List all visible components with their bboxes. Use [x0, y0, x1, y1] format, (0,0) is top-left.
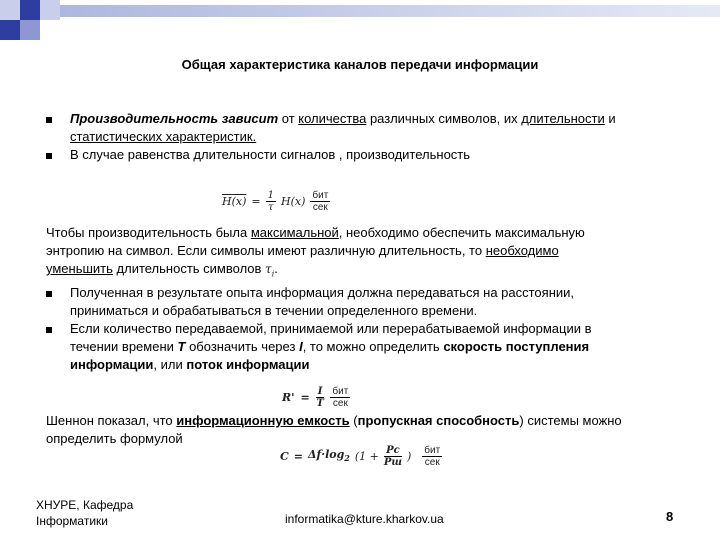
- bullet-info-flow: [70, 320, 690, 374]
- para-text: информационную емкость: [176, 413, 350, 428]
- formula-unit: [310, 190, 330, 213]
- fraction-den: Pш: [383, 456, 402, 468]
- fraction-den: T: [316, 397, 324, 409]
- top-gradient-bar: [60, 5, 720, 17]
- formula-paren-close: ): [407, 449, 412, 463]
- formula-lhs: H(x): [222, 194, 247, 208]
- fraction-num: 1: [267, 189, 274, 201]
- formula-capacity: [280, 438, 442, 474]
- bullet-text: обозначить через: [185, 339, 300, 354]
- bullet-text: течении времени: [70, 339, 178, 354]
- decor-square: [0, 0, 20, 20]
- formula-lhs: C: [280, 449, 289, 463]
- bullet-text: информации: [70, 357, 154, 372]
- bullet-transmission: [70, 284, 690, 320]
- bullet-text: Производительность зависит: [70, 111, 279, 126]
- para-text: уменьшить: [46, 261, 113, 276]
- bullet-marker: [46, 117, 52, 123]
- formula-eq: =: [300, 390, 310, 404]
- bullet-text: , то можно определить: [302, 339, 444, 354]
- fraction-num: Pс: [386, 444, 400, 456]
- para-text: определить формулой: [46, 431, 183, 446]
- footer-org-line: ХНУРЕ, Кафедра: [36, 498, 134, 512]
- formula-eq: =: [293, 449, 303, 463]
- unit-num: бит: [332, 385, 349, 397]
- para-text: длительность символов: [112, 261, 266, 276]
- log-text: Δf·log: [307, 448, 345, 462]
- para-text: , необходимо обеспечить максимальную: [338, 225, 585, 240]
- formula-fraction: [316, 386, 325, 409]
- tau-sub: i: [271, 269, 275, 279]
- fraction-num: I: [317, 385, 323, 397]
- bullet-marker: [46, 327, 52, 333]
- para-text: Шеннон показал, что: [46, 413, 177, 428]
- footer-org-line: Інформатики: [36, 514, 108, 528]
- formula-fraction: [384, 445, 402, 468]
- formula-productivity: [222, 186, 330, 216]
- formula-log: [308, 448, 350, 463]
- decor-square: [20, 0, 40, 20]
- bullet-text: I: [299, 339, 303, 354]
- decor-square: [40, 0, 60, 20]
- formula-rhs: H(x): [280, 194, 306, 208]
- log-base: 2: [344, 453, 350, 464]
- bullet-text: количества: [298, 111, 367, 126]
- para-text: энтропию на символ. Если символы имеют различную длительность, то: [46, 243, 486, 258]
- footer-email: informatika@kture.kharkov.ua: [285, 512, 444, 526]
- paragraph-max-entropy: [46, 224, 696, 283]
- slide-title: Общая характеристика каналов передачи информации: [181, 57, 539, 72]
- bullet-text: Если количество передаваемой, принимаемой или перерабатываемой информации в: [70, 321, 592, 336]
- decor-square: [20, 20, 40, 40]
- formula-unit: [330, 386, 350, 409]
- bullet-text: длительности: [521, 111, 605, 126]
- bullet-text: различных символов, их: [366, 111, 522, 126]
- para-text: пропускная способность: [357, 413, 520, 428]
- bullet-marker: [46, 153, 52, 159]
- para-text: ) системы можно: [519, 413, 622, 428]
- bullet-text: приниматься и обрабатываться в течении определенного времени.: [70, 303, 478, 318]
- formula-paren-open: (1 +: [354, 449, 379, 463]
- decor-square: [0, 20, 20, 40]
- page-number: 8: [666, 509, 674, 524]
- bullet-productivity: [70, 110, 690, 146]
- para-text: .: [274, 261, 278, 276]
- formula-unit: [422, 445, 442, 468]
- unit-den: сек: [332, 397, 348, 409]
- bullet-equal-duration: В случае равенства длительности сигналов , производительность: [70, 147, 471, 162]
- formula-lhs: R': [282, 390, 295, 404]
- tau-char: τ: [265, 262, 272, 276]
- unit-den: сек: [424, 456, 440, 468]
- unit-num: бит: [312, 189, 329, 201]
- top-decor-bar: [0, 0, 720, 20]
- footer-organization: [36, 497, 133, 529]
- para-text: Чтобы производительность была: [46, 225, 251, 240]
- formula-eq: =: [251, 194, 261, 208]
- bullet-text: Полученная в результате опыта информация должна передаваться на расстоянии,: [70, 285, 575, 300]
- unit-den: сек: [312, 201, 328, 213]
- bullet-text: скорость поступления: [443, 339, 590, 354]
- bullet-text: , или: [153, 357, 187, 372]
- formula-fraction: [266, 190, 276, 213]
- bullet-text: поток информации: [186, 357, 310, 372]
- bullet-text: и: [604, 111, 616, 126]
- fraction-den: τ: [268, 201, 274, 213]
- bullet-text: от: [278, 111, 299, 126]
- unit-num: бит: [424, 444, 441, 456]
- tau-symbol: [265, 262, 275, 279]
- bullet-text: статистических характеристик.: [70, 129, 257, 144]
- para-text: необходимо: [485, 243, 559, 258]
- para-text: (: [349, 413, 358, 428]
- bullet-marker: [46, 291, 52, 297]
- para-text: максимальной: [250, 225, 339, 240]
- formula-info-rate: [282, 380, 350, 414]
- bullet-text: T: [177, 339, 186, 354]
